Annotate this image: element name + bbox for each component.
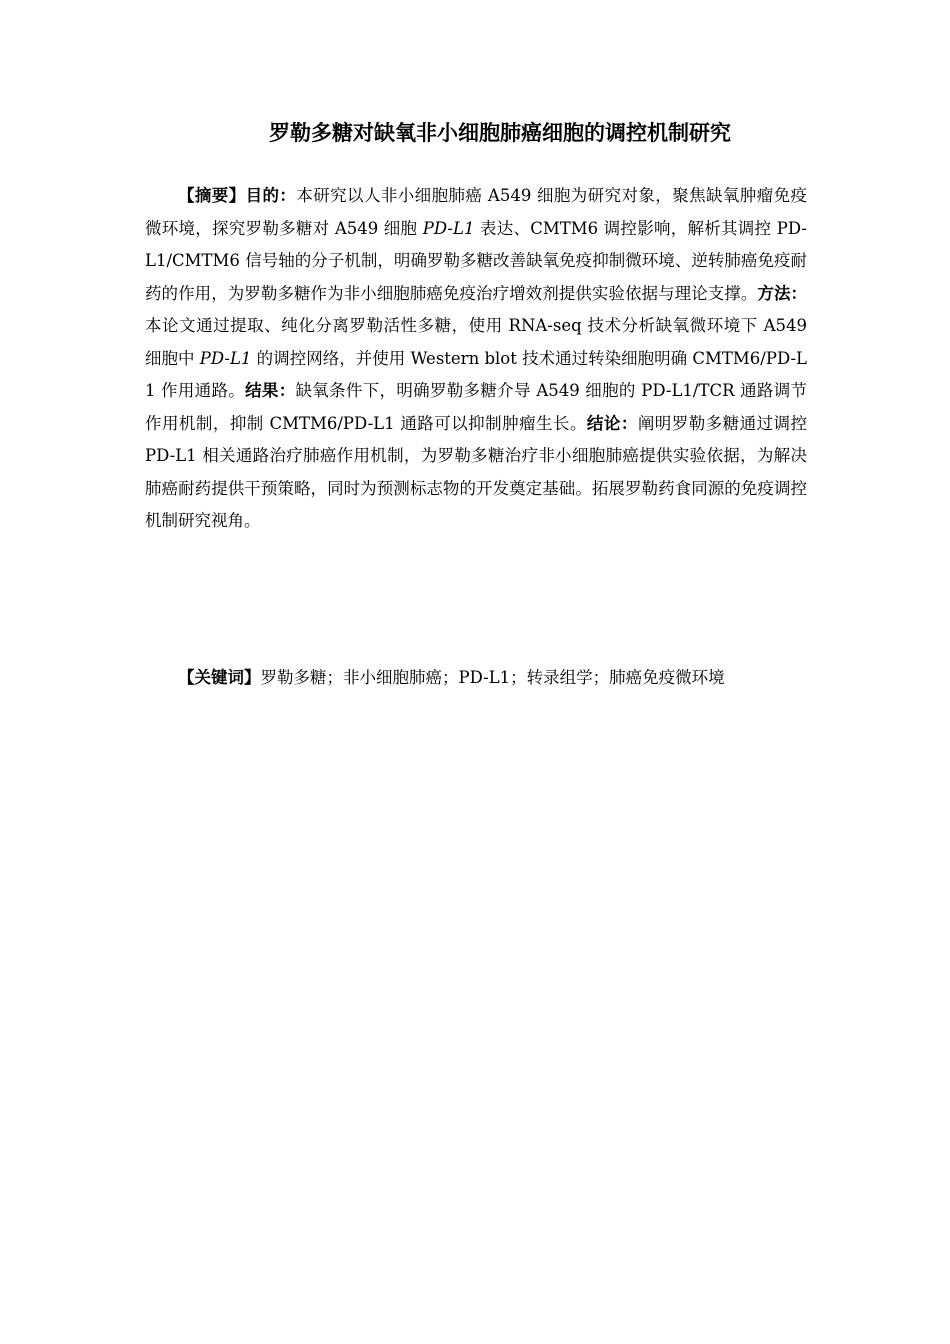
keywords-label: 【关键词】 [178,668,261,687]
methods-text-2: 的调控网络，并使用 Western blot 技术通过转染细胞明确 CMTM6/PD-L1 作用通路。 [145,348,808,400]
conclusion-label: 结论： [586,413,638,433]
objective-text-1: 本研究以人非小细胞肺癌 A549 细胞为研究对象，聚焦缺氧肿瘤免疫微环境，探究罗勒多糖对 A549 细胞 [145,186,808,238]
objective-text-2: 表达、CMTM6 调控影响，解析其调控 PD-L1/CMTM6 信号轴的分子机制，明确罗勒多糖改善缺氧免疫抑制微环境、逆转肺癌免疫耐药的作用，为罗勒多糖作为非小细胞肺癌免疫治疗增效剂提供实验依据与理论支撑。 [145,218,807,303]
methods-gene: PD-L1 [199,348,252,368]
results-label: 结果： [245,381,296,400]
objective-gene: PD-L1 [422,218,475,238]
paper-title: 罗勒多糖对缺氧非小细胞肺癌细胞的调控机制研究 [269,121,731,145]
methods-label: 方法： [757,283,808,303]
keywords-paragraph [145,662,807,695]
abstract-paragraph [145,180,807,538]
abstract-label: 【摘要】 [178,186,246,205]
results-text: 缺氧条件下，明确罗勒多糖介导 A549 细胞的 PD-L1/TCR 通路调节作用机制，抑制 CMTM6/PD-L1 通路可以抑制肿瘤生长。 [145,381,807,433]
methods-text-1: 本论文通过提取、纯化分离罗勒活性多糖，使用 RNA-seq 技术分析缺氧微环境下 A549 细胞中 [145,316,807,368]
objective-label: 目的： [245,186,297,205]
keywords-text: 罗勒多糖；非小细胞肺癌；PD-L1；转录组学；肺癌免疫微环境 [260,668,725,687]
conclusion-text: 阐明罗勒多糖通过调控 PD-L1 相关通路治疗肺癌作用机制，为罗勒多糖治疗非小细胞肺癌提供实验依据，为解决肺癌耐药提供干预策略，同时为预测标志物的开发奠定基础。拓展罗勒药食同源的免疫调控机制研究视角。 [145,413,808,530]
